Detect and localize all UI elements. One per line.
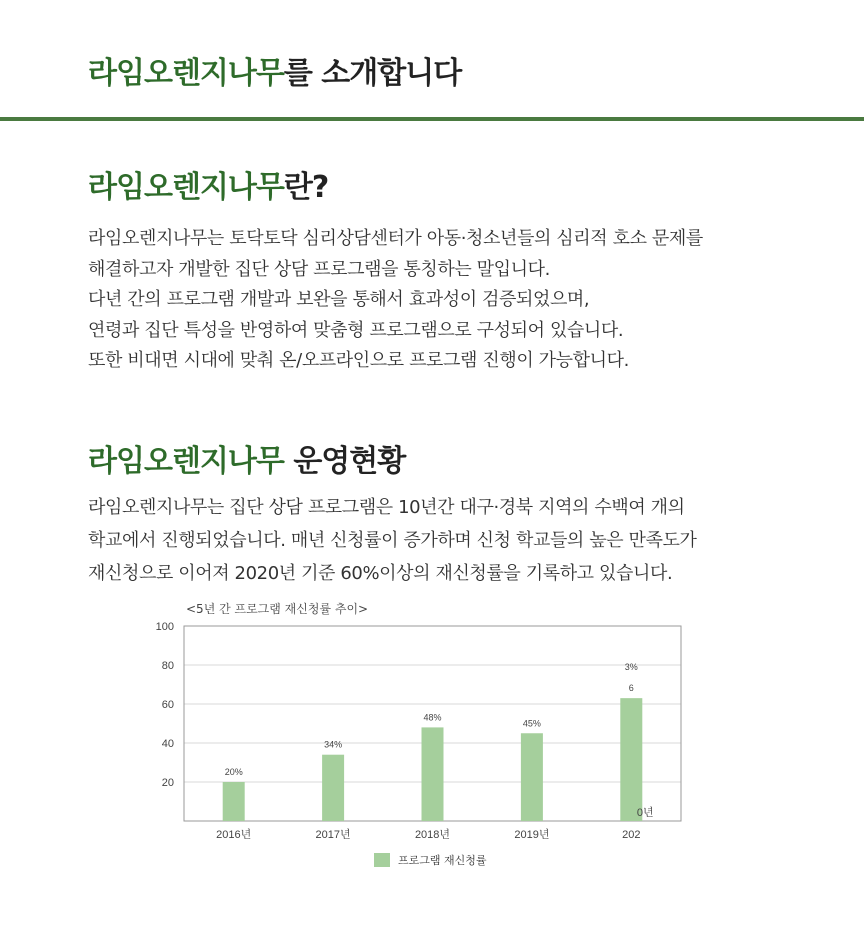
bar	[422, 727, 444, 821]
intro-paragraph	[88, 224, 788, 377]
intro-line: 또한 비대면 시대에 맞춰 온/오프라인으로 프로그램 진행이 가능합니다.	[88, 350, 629, 372]
status-line: 학교에서 진행되었습니다. 매년 신청률이 증가하며 신청 학교들의 높은 만족도가	[88, 530, 697, 551]
bar	[620, 698, 642, 821]
intro-line: 해결하고자 개발한 집단 상담 프로그램을 통칭하는 말입니다.	[88, 258, 550, 280]
data-label: 20%	[224, 767, 243, 777]
x-tick-label: 2016년	[216, 829, 252, 841]
status-title-brand: 라임오렌지나무	[88, 444, 284, 479]
intro-title	[88, 162, 328, 206]
bar	[223, 782, 245, 821]
data-label: 34%	[324, 739, 343, 750]
chart-caption: <5년 간 프로그램 재신청률 추이>	[186, 602, 369, 616]
stray-label: 0년	[636, 807, 654, 819]
status-line: 재신청으로 이어져 2020년 기준 60%이상의 재신청률을 기록하고 있습니다.	[88, 563, 673, 584]
bar-chart	[140, 616, 740, 846]
x-tick-label: 2018년	[414, 829, 451, 841]
data-label: 45%	[522, 718, 541, 729]
x-tick-label: 2019년	[514, 829, 550, 841]
intro-title-brand: 라임오렌지나무	[88, 170, 284, 205]
y-tick-label: 40	[161, 738, 174, 750]
intro-line: 다년 간의 프로그램 개발과 보완을 통해서 효과성이 검증되었으며,	[88, 289, 590, 311]
status-title-rest: 운영현황	[283, 444, 406, 479]
legend-swatch	[374, 853, 390, 867]
x-tick-label: 202	[622, 829, 641, 841]
bar	[322, 755, 344, 821]
status-title	[88, 436, 405, 480]
data-label: 6	[628, 683, 634, 694]
y-tick-label: 60	[161, 699, 174, 711]
y-tick-label: 80	[161, 660, 174, 672]
page-title-brand: 라임오렌지나무	[88, 56, 284, 91]
page-title	[88, 48, 461, 92]
intro-title-rest: 란?	[283, 170, 329, 205]
data-label: 48%	[423, 712, 442, 723]
status-line: 라임오렌지나무는 집단 상담 프로그램은 10년간 대구·경북 지역의 수백여 개의	[88, 497, 685, 518]
header-divider	[0, 117, 864, 121]
y-tick-label: 100	[155, 621, 174, 633]
status-paragraph	[88, 491, 788, 590]
y-tick-label: 20	[161, 777, 174, 789]
stray-label: 3%	[624, 662, 638, 673]
legend-label: 프로그램 재신청률	[398, 854, 487, 867]
intro-line: 연령과 집단 특성을 반영하여 맞춤형 프로그램으로 구성되어 있습니다.	[88, 319, 624, 341]
chart-legend	[374, 852, 487, 868]
page-title-rest: 를 소개합니다	[283, 56, 462, 91]
intro-line: 라임오렌지나무는 토닥토닥 심리상담센터가 아동·청소년들의 심리적 호소 문제를	[88, 228, 703, 249]
x-tick-label: 2017년	[315, 829, 351, 841]
bar	[521, 733, 543, 821]
